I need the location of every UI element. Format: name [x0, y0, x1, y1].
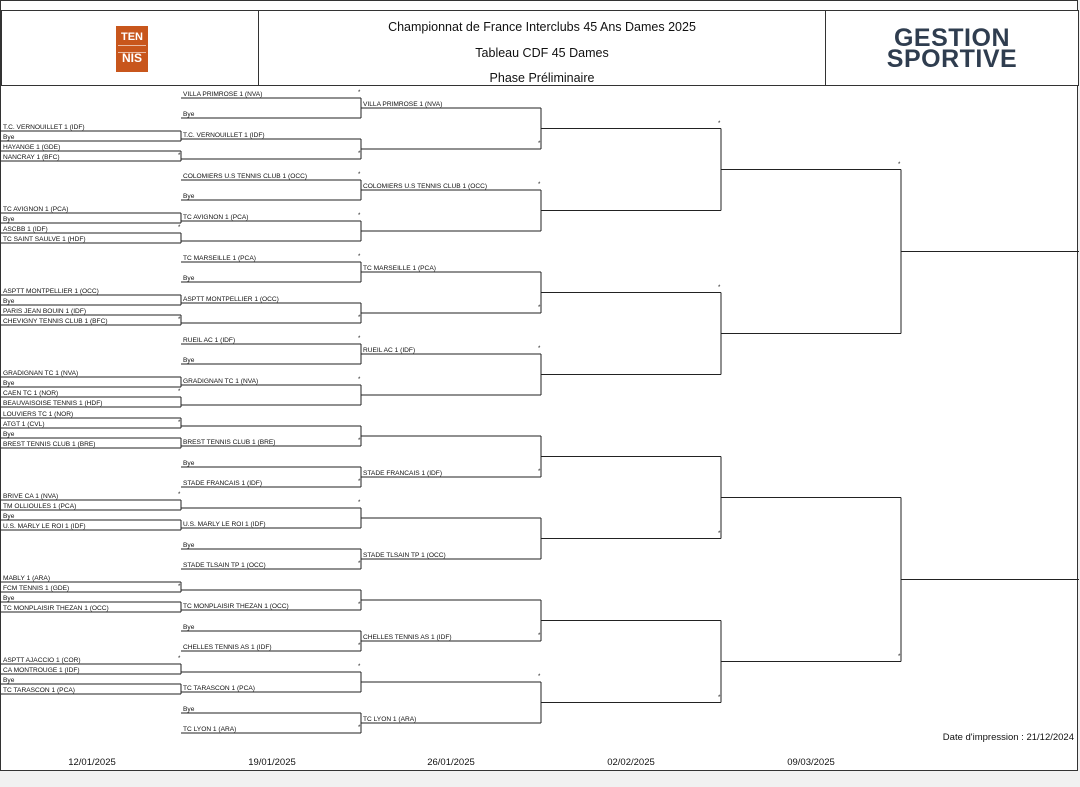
team-name: CHELLES TENNIS AS 1 (IDF) [363, 634, 452, 641]
team-name: PARIS JEAN BOUIN 1 (IDF) [3, 308, 87, 315]
round-date-2: 19/01/2025 [248, 757, 296, 768]
seed-marker: * [358, 336, 361, 342]
seed-marker: * [178, 492, 181, 498]
bye-slot: Bye [3, 216, 15, 223]
seed-marker: * [538, 469, 541, 475]
team-name: STADE FRANCAIS 1 (IDF) [363, 470, 443, 477]
bye-slot: Bye [3, 677, 15, 684]
logo-text-top: TEN [121, 31, 143, 43]
seed-marker: * [358, 500, 361, 506]
team-name: VILLA PRIMROSE 1 (NVA) [363, 101, 443, 108]
seed-marker: * [358, 90, 361, 96]
seed-marker: * [358, 151, 361, 157]
team-name: RUEIL AC 1 (IDF) [363, 347, 416, 354]
print-date: Date d'impression : 21/12/2024 [942, 732, 1074, 743]
round-date-3: 26/01/2025 [427, 757, 475, 768]
team-name: TM OLLIOULES 1 (PCA) [3, 503, 77, 510]
seed-marker: * [538, 633, 541, 639]
team-name: TC MONPLAISIR THEZAN 1 (OCC) [183, 603, 289, 610]
team-name: VILLA PRIMROSE 1 (NVA) [183, 91, 263, 98]
bye-slot: Bye [183, 111, 195, 118]
seed-marker: * [718, 284, 721, 291]
seed-marker: * [358, 377, 361, 383]
seed-marker: * [358, 479, 361, 485]
team-name: CAEN TC 1 (NOR) [3, 390, 59, 397]
seed-marker: * [358, 254, 361, 260]
team-name: ASPTT AJACCIO 1 (COR) [3, 657, 81, 664]
team-name: TC TARASCON 1 (PCA) [183, 685, 255, 692]
team-name: CA MONTROUGE 1 (IDF) [3, 667, 80, 674]
bye-slot: Bye [183, 542, 195, 549]
seed-marker: * [178, 656, 181, 662]
team-name: RUEIL AC 1 (IDF) [183, 337, 236, 344]
seed-marker: * [358, 643, 361, 649]
draw-title: Tableau CDF 45 Dames [475, 46, 609, 60]
seed-marker: * [538, 305, 541, 311]
round-date-1: 12/01/2025 [68, 757, 116, 768]
seed-marker: * [538, 346, 541, 352]
team-name: CHELLES TENNIS AS 1 (IDF) [183, 644, 272, 651]
bye-slot: Bye [183, 275, 195, 282]
team-name: STADE TLSAIN TP 1 (OCC) [363, 552, 446, 559]
team-name: U.S. MARLY LE ROI 1 (IDF) [3, 523, 86, 530]
team-name: NANCRAY 1 (BFC) [3, 154, 60, 161]
bye-slot: Bye [3, 431, 15, 438]
team-name: HAYANGE 1 (GDE) [3, 144, 61, 151]
bye-slot: Bye [3, 298, 15, 305]
seed-marker: * [358, 213, 361, 219]
bye-slot: Bye [183, 706, 195, 713]
seed-marker: * [178, 317, 181, 323]
team-name: T.C. VERNOUILLET 1 (IDF) [3, 124, 85, 131]
team-name: COLOMIERS U.S TENNIS CLUB 1 (OCC) [183, 173, 308, 180]
seed-marker: * [358, 315, 361, 321]
team-name: GRADIGNAN TC 1 (NVA) [3, 370, 79, 377]
seed-marker: * [538, 141, 541, 147]
team-name: FCM TENNIS 1 (GDE) [3, 585, 70, 592]
team-name: MABLY 1 (ARA) [3, 575, 51, 582]
seed-marker: * [178, 420, 181, 426]
team-name: BREST TENNIS CLUB 1 (BRE) [3, 441, 96, 448]
brand-line-2: SPORTIVE [886, 45, 1018, 73]
logo-text-bottom: NIS [121, 51, 142, 65]
seed-marker: * [898, 161, 901, 168]
seed-marker: * [718, 530, 721, 537]
seed-marker: * [358, 438, 361, 444]
team-name: TC MONPLAISIR THEZAN 1 (OCC) [3, 605, 109, 612]
seed-marker: * [178, 389, 181, 395]
team-name: TC LYON 1 (ARA) [363, 716, 417, 723]
team-name: T.C. VERNOUILLET 1 (IDF) [183, 132, 265, 139]
round-date-4: 02/02/2025 [607, 757, 655, 768]
team-name: ATGT 1 (CVL) [3, 421, 45, 428]
bye-slot: Bye [183, 357, 195, 364]
bye-slot: Bye [183, 624, 195, 631]
seed-marker: * [718, 120, 721, 127]
team-name: TC SAINT SAULVE 1 (HDF) [3, 236, 86, 243]
brand-line-1: GESTION [893, 24, 1010, 52]
team-name: TC TARASCON 1 (PCA) [3, 687, 75, 694]
seed-marker: * [358, 172, 361, 178]
team-name: COLOMIERS U.S TENNIS CLUB 1 (OCC) [363, 183, 488, 190]
seed-marker: * [358, 602, 361, 608]
team-name: CHEVIGNY TENNIS CLUB 1 (BFC) [3, 318, 108, 325]
team-name: ASPTT MONTPELLIER 1 (OCC) [3, 288, 99, 295]
team-name: BEAUVAISOISE TENNIS 1 (HDF) [3, 400, 103, 407]
team-name: STADE FRANCAIS 1 (IDF) [183, 480, 263, 487]
round-date-5: 09/03/2025 [787, 757, 835, 768]
phase-title: Phase Préliminaire [489, 71, 595, 85]
bracket-lines [1, 1, 1079, 772]
seed-marker: * [358, 725, 361, 731]
seed-marker: * [898, 653, 901, 660]
team-name: TC AVIGNON 1 (PCA) [3, 206, 69, 213]
seed-marker: * [718, 694, 721, 701]
team-name: TC MARSEILLE 1 (PCA) [183, 255, 256, 262]
team-name: ASCBB 1 (IDF) [3, 226, 48, 233]
seed-marker: * [538, 674, 541, 680]
bye-slot: Bye [3, 595, 15, 602]
team-name: U.S. MARLY LE ROI 1 (IDF) [183, 521, 266, 528]
seed-marker: * [358, 561, 361, 567]
seed-marker: * [178, 584, 181, 590]
bye-slot: Bye [183, 460, 195, 467]
team-name: LOUVIERS TC 1 (NOR) [3, 411, 74, 418]
bye-slot: Bye [3, 513, 15, 520]
team-name: BREST TENNIS CLUB 1 (BRE) [183, 439, 276, 446]
team-name: TC LYON 1 (ARA) [183, 726, 237, 733]
team-name: GRADIGNAN TC 1 (NVA) [183, 378, 259, 385]
team-name: STADE TLSAIN TP 1 (OCC) [183, 562, 266, 569]
bye-slot: Bye [3, 134, 15, 141]
team-name: BRIVE CA 1 (NVA) [3, 493, 59, 500]
team-name: TC MARSEILLE 1 (PCA) [363, 265, 436, 272]
seed-marker: * [178, 153, 181, 159]
seed-marker: * [358, 664, 361, 670]
competition-title: Championnat de France Interclubs 45 Ans Dames 2025 [388, 20, 696, 34]
seed-marker: * [538, 182, 541, 188]
team-name: ASPTT MONTPELLIER 1 (OCC) [183, 296, 279, 303]
team-name: TC AVIGNON 1 (PCA) [183, 214, 249, 221]
seed-marker: * [178, 225, 181, 231]
bye-slot: Bye [183, 193, 195, 200]
bye-slot: Bye [3, 380, 15, 387]
